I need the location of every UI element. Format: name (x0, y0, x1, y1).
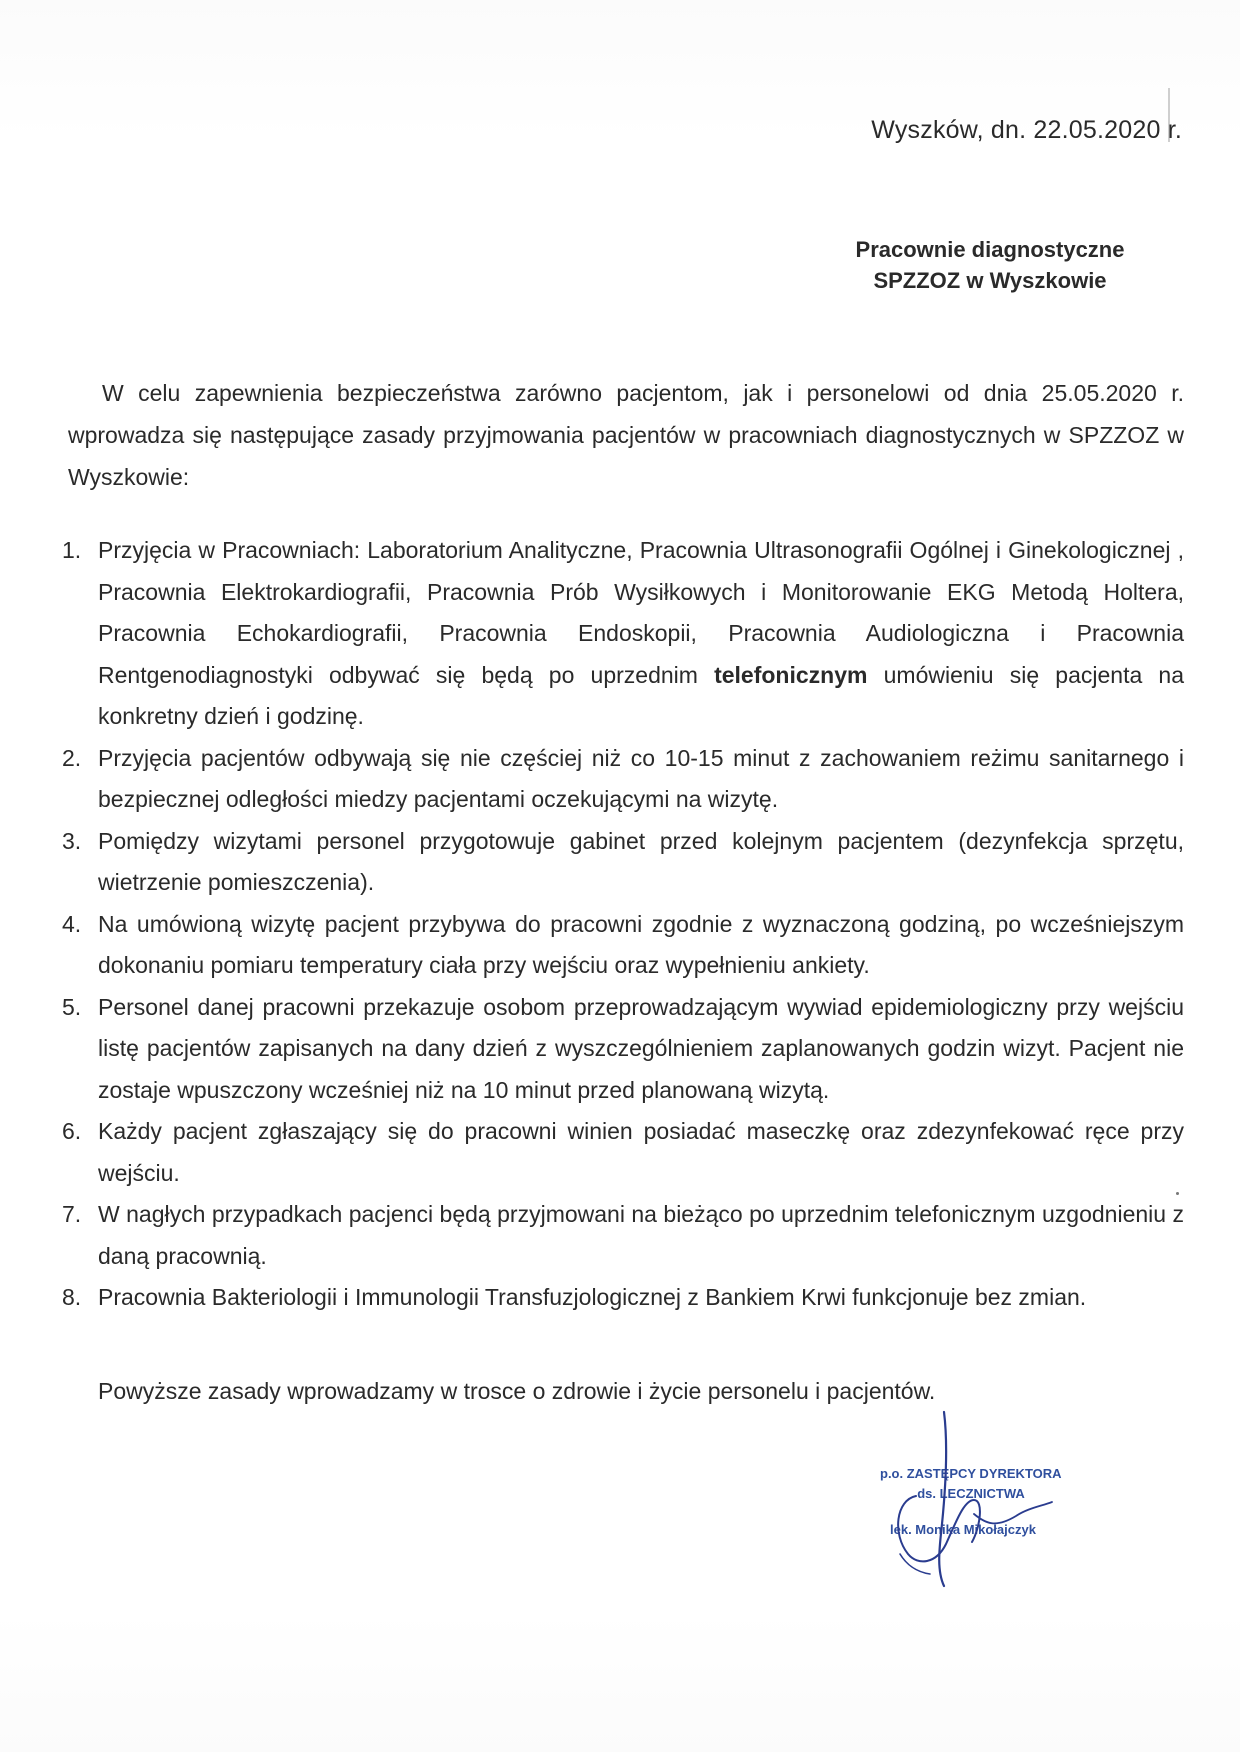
handwritten-signature (856, 1404, 1076, 1594)
rule-item-1 (56, 530, 1184, 738)
closing-sentence: Powyższe zasady wprowadzamy w trosce o zdrowie i życie personelu i pacjentów. (98, 1378, 936, 1404)
rule-number: 7. (62, 1201, 82, 1227)
rules-list (56, 530, 1184, 1319)
date-line: Wyszków, dn. 22.05.2020 r. (871, 116, 1182, 144)
rule-text: Przyjęcia w Pracowniach: Laboratorium Analityczne, Pracownia Ultrasonografii Ogólnej i Ginekologicznej , Pracownia Elektrokardiografii, Pracownia Prób Wysiłkowych i Monitorowanie EKG Metodą Holtera, Pracownia Echokardiografii, Pracownia Endoskopii, Pracownia Audiologiczna i Pracownia Rentgenodiagnostyki odbywać się będą po uprzednim (98, 537, 1184, 688)
rule-number: 5. (62, 993, 82, 1020)
intro-paragraph: W celu zapewnienia bezpieczeństwa zarówno pacjentom, jak i personelowi od dnia 25.05.2020 r. wprowadza się następujące zasady przyjmowania pacjentów w pracowniach diagnostycznych w SPZZOZ w Wyszkowie: (68, 380, 1184, 490)
rule-text-emphasis: telefonicznym (714, 661, 868, 688)
stamp-department: ds. LECZNICTWA (917, 1486, 1025, 1501)
rule-item-2 (56, 738, 1184, 821)
recipient-line-2: SPZZOZ w Wyszkowie (873, 268, 1107, 293)
rule-item-5 (56, 987, 1184, 1112)
rule-item-3 (56, 821, 1184, 904)
stamp-signatory-name: lek. Monika Mikołajczyk (890, 1522, 1036, 1537)
rule-number: 6. (62, 1118, 82, 1144)
recipient-line-1: Pracownie diagnostyczne (855, 237, 1125, 262)
rule-number: 4. (62, 910, 82, 937)
rule-text: Każdy pacjent zgłaszający się do pracowni winien posiadać maseczkę oraz zdezynfekować ręce przy wejściu. (98, 1118, 1184, 1186)
rule-item-6 (56, 1111, 1184, 1194)
rule-item-8 (56, 1277, 1184, 1319)
rule-text: Na umówioną wizytę pacjent przybywa do pracowni zgodnie z wyznaczoną godziną, po wcześniejszym dokonaniu pomiaru temperatury ciała przy wejściu oraz wypełnieniu ankiety. (98, 910, 1184, 978)
rule-number: 3. (62, 827, 82, 854)
rule-text: Pracownia Bakteriologii i Immunologii Transfuzjologicznej z Bankiem Krwi funkcjonuje bez zmian. (98, 1284, 1087, 1310)
rule-text: Przyjęcia pacjentów odbywają się nie częściej niż co 10-15 minut z zachowaniem reżimu sanitarnego i bezpiecznej odległości miedzy pacjentami oczekującymi na wizytę. (98, 744, 1184, 812)
rule-text: Personel danej pracowni przekazuje osobom przeprowadzającym wywiad epidemiologiczny przy wejściu listę pacjentów zapisanych na dany dzień z wyszczególnieniem zaplanowanych godzin wizyt. Pacjent nie zostaje wpuszczony wcześniej niż na 10 minut przed planowaną wizytą. (98, 993, 1184, 1103)
recipient-block (820, 234, 1160, 296)
rule-text: W nagłych przypadkach pacjenci będą przyjmowani na bieżąco po uprzednim telefonicznym uzgodnieniu z daną pracownią. (98, 1201, 1184, 1269)
rule-item-4 (56, 904, 1184, 987)
rule-text: Pomiędzy wizytami personel przygotowuje gabinet przed kolejnym pacjentem (dezynfekcja sprzętu, wietrzenie pomieszczenia). (98, 827, 1184, 895)
rule-number: 2. (62, 744, 82, 771)
stamp-title: p.o. ZASTĘPCY DYREKTORA (880, 1466, 1062, 1481)
scan-speck (1176, 1192, 1179, 1195)
rule-number: 8. (62, 1284, 82, 1310)
rule-number: 1. (62, 537, 82, 563)
rule-text-continued: umówieniu się pacjenta na konkretny dzień i godzinę. (98, 661, 1184, 729)
rule-item-7 (56, 1194, 1184, 1277)
